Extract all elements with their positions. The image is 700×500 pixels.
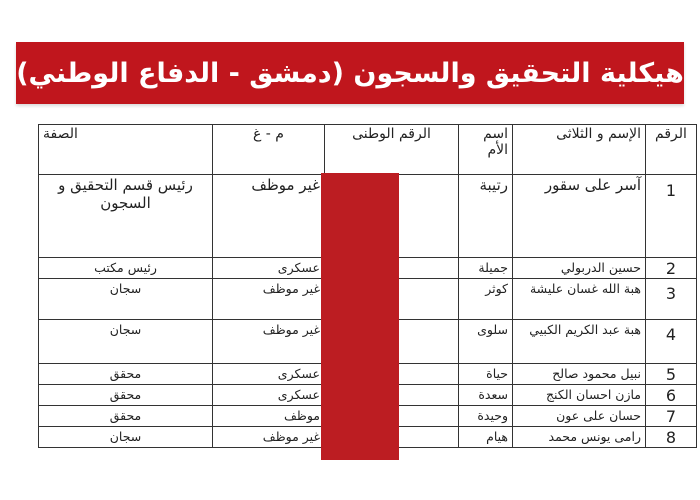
row-role: سجان bbox=[39, 320, 213, 364]
row-name: هبة الله غسان عليشة bbox=[513, 279, 646, 320]
redaction-bar bbox=[321, 173, 399, 460]
row-name: حسين الدربولي bbox=[513, 258, 646, 279]
row-mg: عسكرى bbox=[213, 385, 325, 406]
row-mg: موظف bbox=[213, 406, 325, 427]
row-num: 5 bbox=[646, 364, 697, 385]
row-num: 6 bbox=[646, 385, 697, 406]
row-num: 2 bbox=[646, 258, 697, 279]
header-national: الرقم الوطنى bbox=[325, 125, 459, 175]
row-role: سجان bbox=[39, 279, 213, 320]
header-mg: م - غ bbox=[213, 125, 325, 175]
page-title: هيكلية التحقيق والسجون (دمشق - الدفاع الوطني) bbox=[16, 57, 684, 89]
header-name: الإسم و الثلاثى bbox=[513, 125, 646, 175]
row-num: 7 bbox=[646, 406, 697, 427]
row-name: هبة عبد الكريم الكبيي bbox=[513, 320, 646, 364]
row-name: مازن احسان الكنج bbox=[513, 385, 646, 406]
row-mother: وحيدة bbox=[459, 406, 513, 427]
row-role: محقق bbox=[39, 364, 213, 385]
row-num: 8 bbox=[646, 427, 697, 448]
header-role: الصفة bbox=[39, 125, 213, 175]
row-role: محقق bbox=[39, 406, 213, 427]
row-mother: كوثر bbox=[459, 279, 513, 320]
header-mother: اسم الأم bbox=[459, 125, 513, 175]
row-name: رامى يونس محمد bbox=[513, 427, 646, 448]
row-mg: عسكرى bbox=[213, 364, 325, 385]
row-mg: عسكرى bbox=[213, 258, 325, 279]
row-mother: حياة bbox=[459, 364, 513, 385]
row-role: سجان bbox=[39, 427, 213, 448]
row-mother: سلوى bbox=[459, 320, 513, 364]
row-mg: غير موظف bbox=[213, 427, 325, 448]
row-name: نبيل محمود صالح bbox=[513, 364, 646, 385]
header-num: الرقم bbox=[646, 125, 697, 175]
row-mother: سعدة bbox=[459, 385, 513, 406]
row-num: 3 bbox=[646, 279, 697, 320]
row-role: رئيس قسم التحقيق و السجون bbox=[39, 175, 213, 258]
table-header-row bbox=[39, 125, 697, 175]
title-banner bbox=[16, 42, 684, 104]
row-num: 4 bbox=[646, 320, 697, 364]
row-mother: رتيبة bbox=[459, 175, 513, 258]
row-mg: غير موظف bbox=[213, 279, 325, 320]
row-mother: جميلة bbox=[459, 258, 513, 279]
row-name: آسر على سقور bbox=[513, 175, 646, 258]
row-role: محقق bbox=[39, 385, 213, 406]
row-mother: هيام bbox=[459, 427, 513, 448]
row-role: رئيس مكتب bbox=[39, 258, 213, 279]
row-name: حسان على عون bbox=[513, 406, 646, 427]
row-mg: غير موظف bbox=[213, 175, 325, 258]
row-mg: غير موظف bbox=[213, 320, 325, 364]
row-num: 1 bbox=[646, 175, 697, 258]
